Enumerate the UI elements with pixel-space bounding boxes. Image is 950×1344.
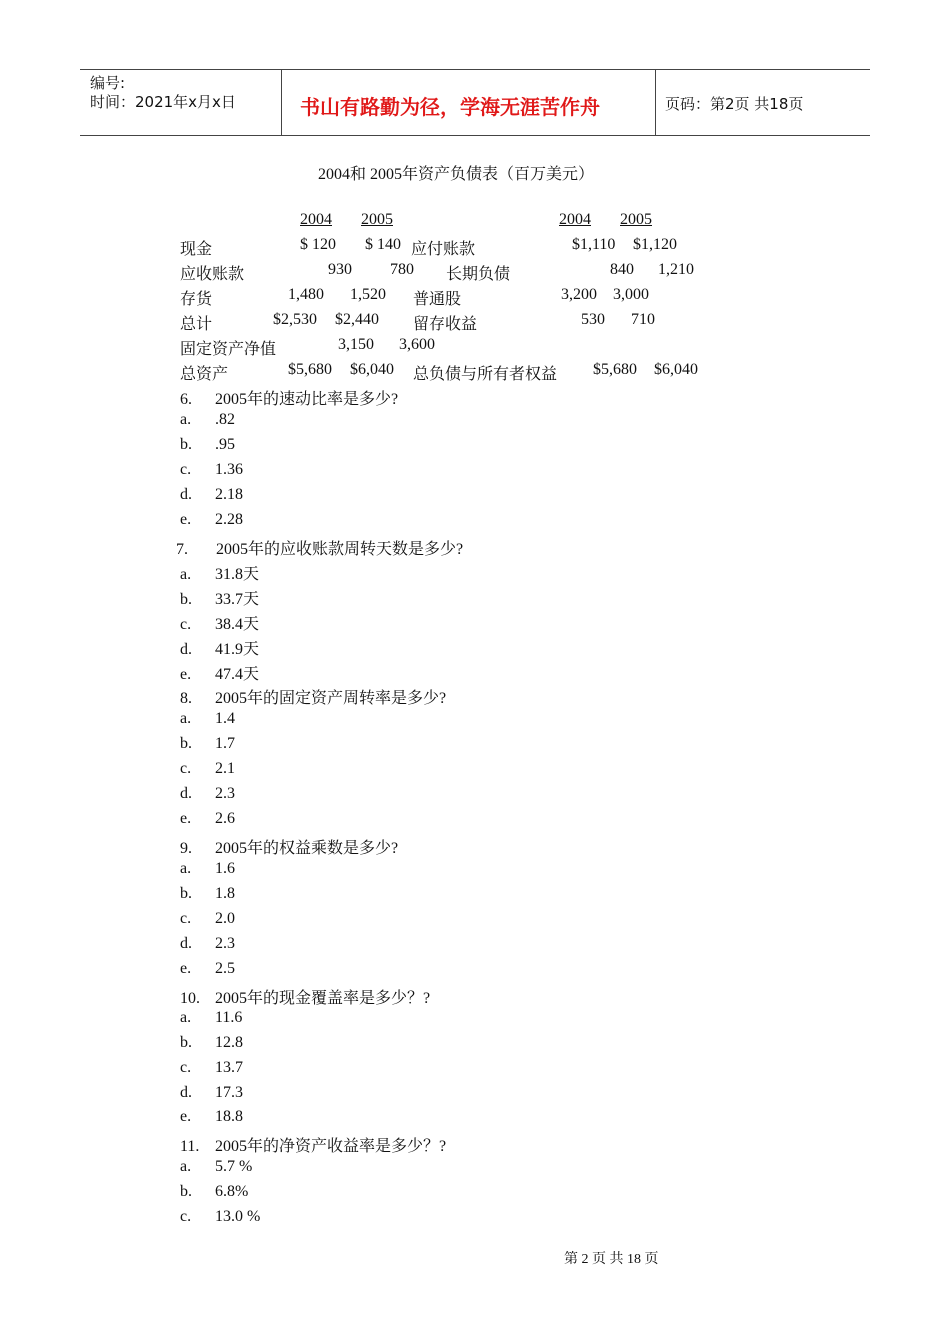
row-value-2005-liabilities: 710 [631, 311, 655, 328]
row-value-2004-liabilities: 530 [581, 311, 605, 328]
header-top-rule [80, 69, 870, 70]
option: a. 11.6 [180, 1009, 243, 1026]
option: d. 17.3 [180, 1084, 243, 1101]
row-value-2005: $6,040 [350, 361, 394, 378]
option: c. 13.0 % [180, 1208, 261, 1225]
row-label-liabilities: 长期负债 [446, 266, 511, 283]
page-footer: 第 2 页 共 18 页 [564, 1252, 659, 1267]
row-value-2004: $ 120 [300, 236, 336, 253]
option: d. 2.18 [180, 486, 243, 503]
option: d. 2.3 [180, 935, 235, 952]
row-value-2004: $2,530 [273, 311, 317, 328]
header-time-label: 时间：2021年x月x日 [90, 93, 236, 111]
row-value-2005-liabilities: $6,040 [654, 361, 698, 378]
header-divider-right [655, 69, 656, 135]
option: a. .82 [180, 411, 235, 428]
option: e. 2.28 [180, 511, 243, 528]
option: b. 1.8 [180, 885, 235, 902]
row-label: 应收账款 [180, 266, 245, 283]
row-value-2004: 3,150 [338, 336, 374, 353]
option: a. 1.4 [180, 710, 235, 727]
row-value-2004: 1,480 [288, 286, 324, 303]
option: d. 2.3 [180, 785, 235, 802]
option: c. 13.7 [180, 1059, 243, 1076]
question-7: 7. 2005年的应收账款周转天数是多少? [176, 541, 464, 558]
option: d. 41.9天 [180, 641, 260, 658]
year-header-2005-liabilities: 2005 [620, 211, 652, 228]
option: e. 2.6 [180, 810, 235, 827]
row-value-2005-liabilities: $1,120 [633, 236, 677, 253]
option: b. 12.8 [180, 1034, 243, 1051]
row-value-2004-liabilities: 3,200 [561, 286, 597, 303]
row-value-2005-liabilities: 1,210 [658, 261, 694, 278]
year-header-2004-liabilities: 2004 [559, 211, 591, 228]
year-header-2005-assets: 2005 [361, 211, 393, 228]
header-bottom-rule [80, 135, 870, 136]
row-value-2004-liabilities: 840 [610, 261, 634, 278]
row-value-2004: $5,680 [288, 361, 332, 378]
row-value-2005: $ 140 [365, 236, 401, 253]
row-label-liabilities: 留存收益 [413, 316, 478, 333]
option: c. 2.1 [180, 760, 235, 777]
row-label: 存货 [180, 291, 213, 308]
year-header-2004-assets: 2004 [300, 211, 332, 228]
row-label: 现金 [180, 241, 213, 258]
row-value-2004: 930 [328, 261, 352, 278]
row-value-2004-liabilities: $1,110 [572, 236, 616, 253]
question-6: 6. 2005年的速动比率是多少? [180, 391, 399, 408]
option: a. 5.7 % [180, 1158, 253, 1175]
row-value-2005: 1,520 [350, 286, 386, 303]
option: b. 1.7 [180, 735, 235, 752]
row-value-2004-liabilities: $5,680 [593, 361, 637, 378]
row-label: 固定资产净值 [180, 341, 277, 358]
question-11: 11. 2005年的净资产收益率是多少？? [180, 1138, 447, 1155]
header-page-label: 页码：第2页 共18页 [665, 95, 804, 113]
row-value-2005: 3,600 [399, 336, 435, 353]
row-label-liabilities: 普通股 [413, 291, 462, 308]
option: c. 2.0 [180, 910, 235, 927]
option: e. 47.4天 [180, 666, 260, 683]
balance-sheet-title: 2004和 2005年资产负债表（百万美元） [318, 166, 595, 183]
header-number-label: 编号: [90, 74, 126, 92]
row-value-2005-liabilities: 3,000 [613, 286, 649, 303]
question-8: 8. 2005年的固定资产周转率是多少? [180, 690, 447, 707]
option: b. 33.7天 [180, 591, 260, 608]
row-label: 总资产 [180, 366, 229, 383]
row-label-liabilities: 总负债与所有者权益 [413, 366, 558, 383]
row-value-2005: $2,440 [335, 311, 379, 328]
option: b. 6.8% [180, 1183, 249, 1200]
question-9: 9. 2005年的权益乘数是多少? [180, 840, 399, 857]
row-label: 总计 [180, 316, 213, 333]
row-value-2005: 780 [390, 261, 414, 278]
option: c. 1.36 [180, 461, 243, 478]
header-motto: 书山有路勤为径，学海无涯苦作舟 [300, 95, 600, 119]
row-label-liabilities: 应付账款 [411, 241, 476, 258]
option: a. 1.6 [180, 860, 235, 877]
header-divider-left [281, 69, 282, 135]
option: a. 31.8天 [180, 566, 260, 583]
option: e. 18.8 [180, 1108, 243, 1125]
option: b. .95 [180, 436, 235, 453]
option: e. 2.5 [180, 960, 235, 977]
question-10: 10. 2005年的现金覆盖率是多少？? [180, 990, 431, 1007]
option: c. 38.4天 [180, 616, 260, 633]
